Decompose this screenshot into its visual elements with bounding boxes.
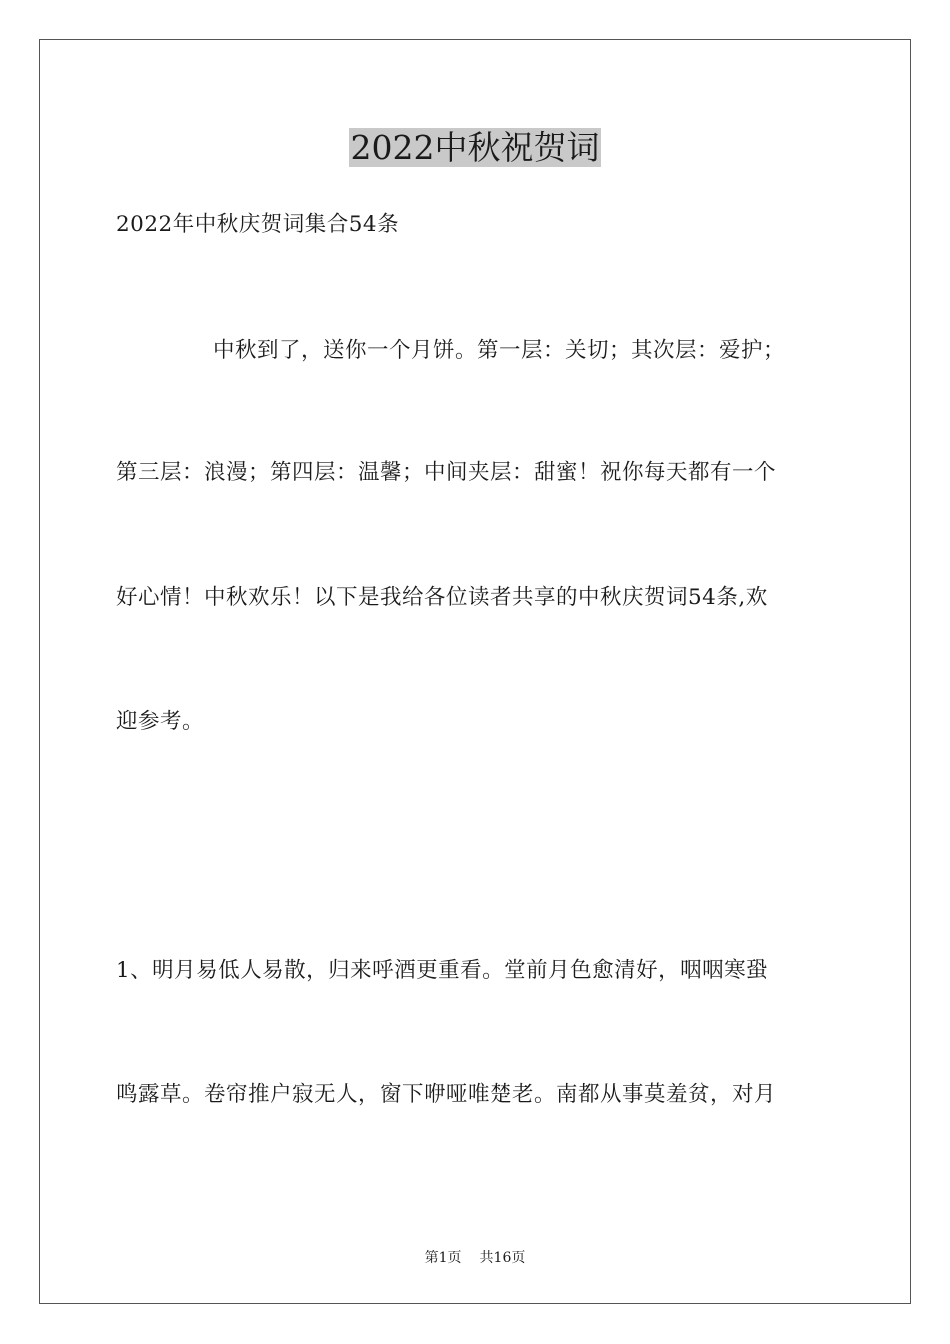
item-line-2: 鸣露草。卷帘推户寂无人，窗下咿哑唯楚老。南都从事莫羞贫，对月 — [116, 1082, 777, 1107]
intro-line-3: 好心情！中秋欢乐！以下是我给各位读者共享的中秋庆贺词54条,欢 — [116, 585, 768, 610]
document-subtitle: 2022年中秋庆贺词集合54条 — [116, 212, 400, 237]
intro-line-4: 迎参考。 — [116, 709, 205, 734]
page-total: 共16页 — [479, 1250, 526, 1266]
document-title — [0, 126, 950, 170]
page-footer — [0, 1248, 950, 1268]
page-number: 第1页 — [424, 1250, 462, 1266]
document-title-text: 2022中秋祝贺词 — [350, 128, 600, 167]
intro-line-2: 第三层：浪漫；第四层：温馨；中间夹层：甜蜜！祝你每天都有一个 — [116, 460, 777, 485]
item-line-1: 1、明月易低人易散，归来呼酒更重看。堂前月色愈清好，咽咽寒蛩 — [116, 958, 769, 983]
intro-line-1: 中秋到了，送你一个月饼。第一层：关切；其次层：爱护； — [213, 338, 786, 363]
